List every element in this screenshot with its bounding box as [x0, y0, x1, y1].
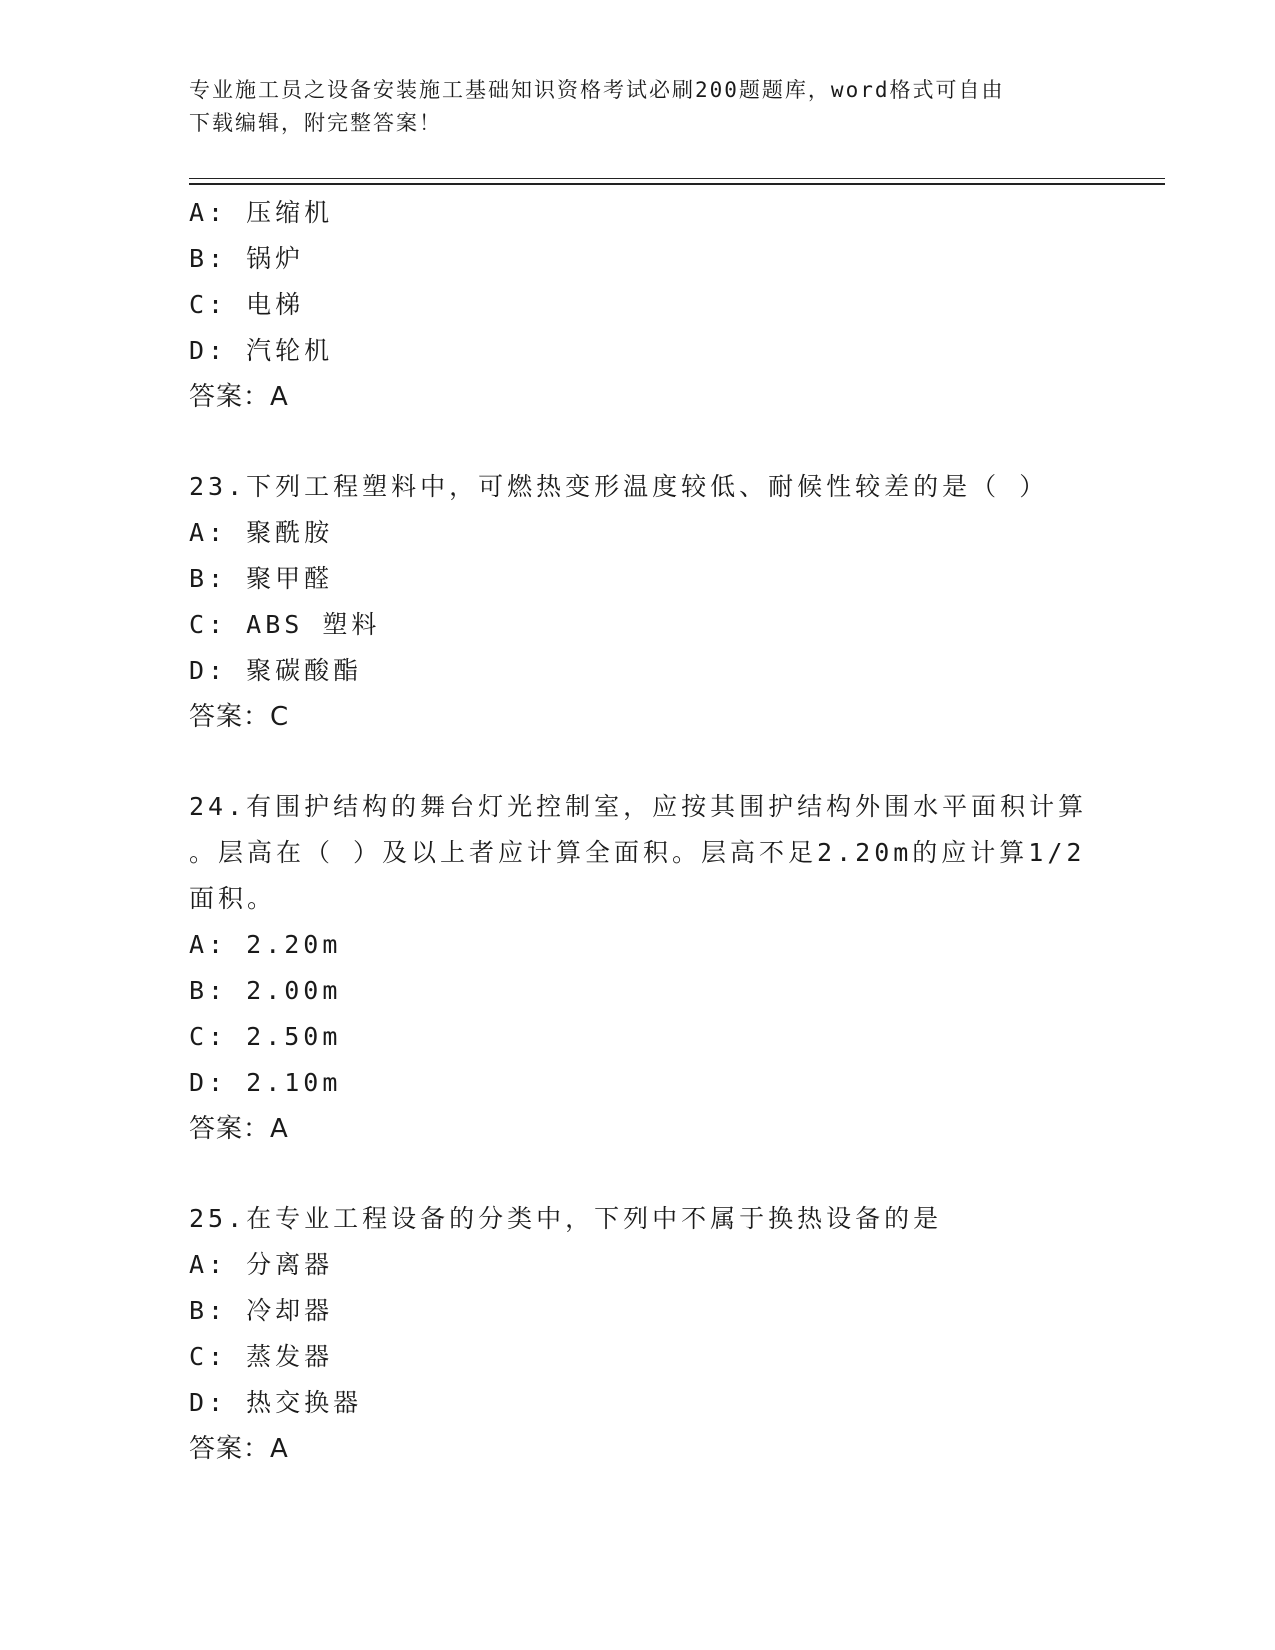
question-25	[189, 1196, 1089, 1472]
option-d: D: 汽轮机	[189, 336, 334, 365]
option-c: C: 电梯	[189, 290, 305, 319]
option-a: A: 分离器	[189, 1250, 334, 1279]
option-c: C: 蒸发器	[189, 1342, 334, 1371]
option-b: B: 冷却器	[189, 1296, 334, 1325]
answer: 答案：A	[189, 1434, 289, 1464]
option-b: B: 聚甲醛	[189, 564, 334, 593]
answer: 答案：C	[189, 702, 290, 732]
question-list	[189, 190, 1089, 1472]
option-c: C: 2.50m	[189, 1022, 342, 1051]
option-d: D: 聚碳酸酯	[189, 656, 363, 685]
question-23	[189, 464, 1089, 740]
option-d: D: 2.10m	[189, 1068, 342, 1097]
header-line-2: 下载编辑，附完整答案！	[189, 111, 442, 135]
option-b: B: 锅炉	[189, 244, 305, 273]
header-divider-bottom	[189, 183, 1165, 185]
option-c: C: ABS 塑料	[189, 610, 381, 639]
question-text-line-3: 面积。	[189, 884, 277, 913]
header-divider-top	[189, 178, 1165, 179]
question-22	[189, 190, 1089, 420]
question-text: 23.下列工程塑料中，可燃热变形温度较低、耐候性较差的是（ ）	[189, 472, 1049, 501]
option-a: A: 聚酰胺	[189, 518, 334, 547]
question-24	[189, 784, 1089, 1152]
question-text: 25.在专业工程设备的分类中，下列中不属于换热设备的是	[189, 1204, 943, 1233]
answer: 答案：A	[189, 1114, 289, 1144]
document-header	[189, 74, 1089, 140]
option-b: B: 2.00m	[189, 976, 342, 1005]
answer: 答案：A	[189, 382, 289, 412]
question-text-line-1: 24.有围护结构的舞台灯光控制室，应按其围护结构外围水平面积计算	[189, 792, 1088, 821]
header-line-1: 专业施工员之设备安装施工基础知识资格考试必刷200题题库，word格式可自由	[189, 78, 1005, 102]
option-a: A: 压缩机	[189, 198, 334, 227]
question-text-line-2: 。层高在（ ）及以上者应计算全面积。层高不足2.20m的应计算1/2	[189, 838, 1086, 867]
option-d: D: 热交换器	[189, 1388, 363, 1417]
option-a: A: 2.20m	[189, 930, 342, 959]
